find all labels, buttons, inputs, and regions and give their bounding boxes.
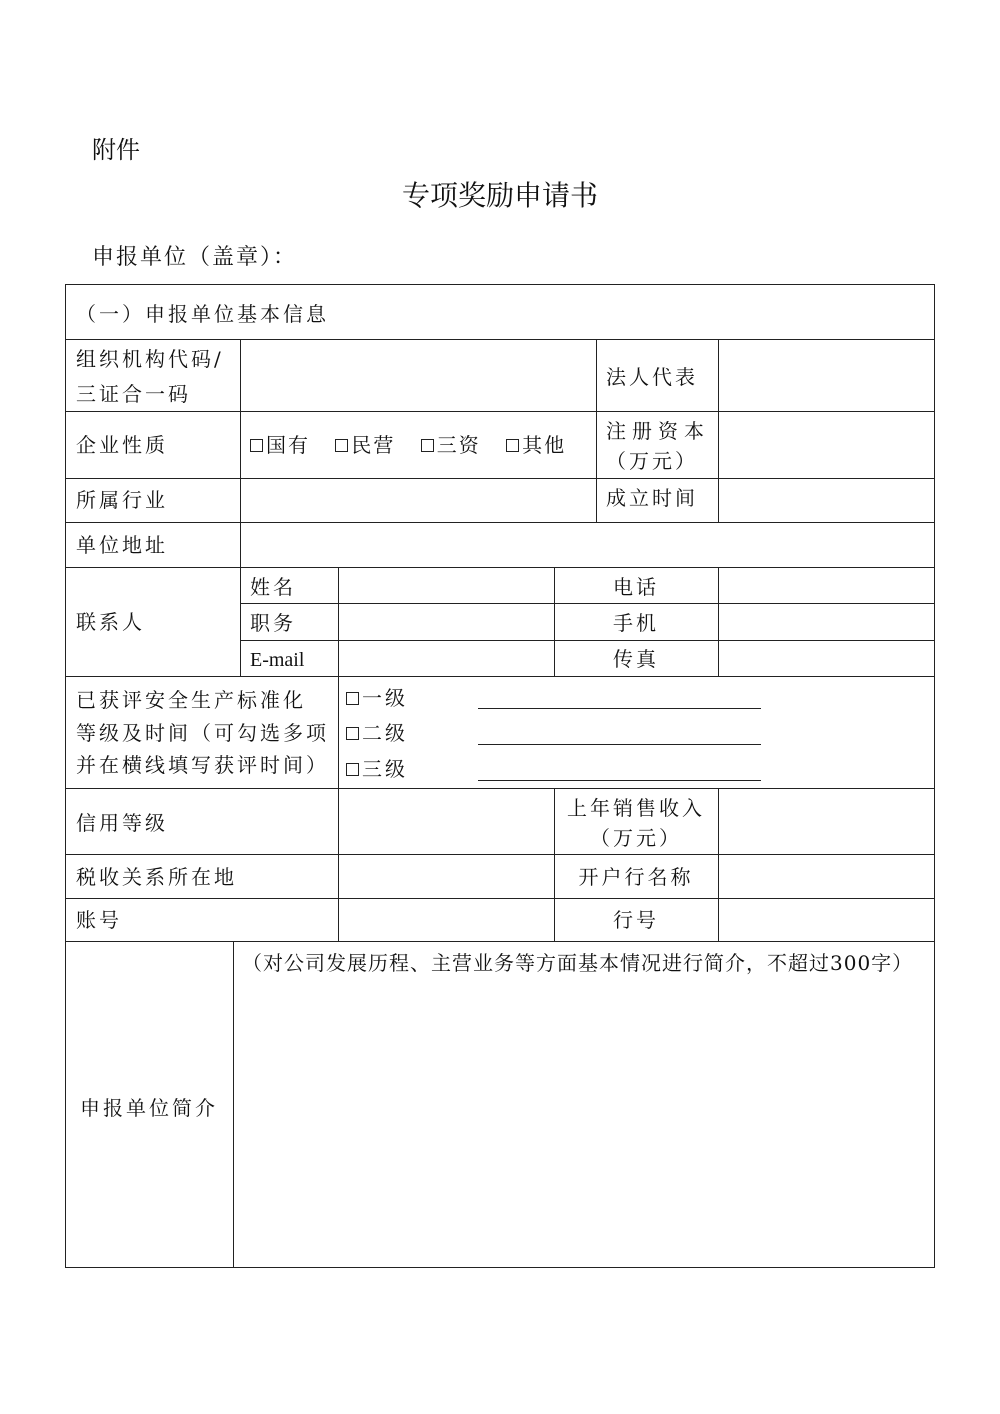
section-title: （一）申报单位基本信息: [76, 302, 329, 326]
intro-hint[interactable]: （对公司发展历程、主营业务等方面基本情况进行简介，不超过300字）: [242, 951, 914, 975]
safety-level-2[interactable]: 二级: [346, 717, 408, 749]
legal-rep-label: 法人代表: [606, 365, 698, 389]
address-label: 单位地址: [76, 533, 168, 557]
applicant-unit-label: 申报单位（盖章）：: [92, 245, 298, 270]
intro-label: 申报单位简介: [80, 1096, 218, 1120]
nature-option-other[interactable]: 其他: [506, 433, 566, 457]
contact-title-label: 职务: [250, 611, 296, 635]
checkbox-icon[interactable]: [506, 439, 519, 452]
checkbox-icon[interactable]: [346, 692, 359, 705]
reg-capital-label-line2: （万元）: [606, 449, 698, 473]
nature-options: [250, 429, 582, 461]
safety-label-line1: 已获评安全生产标准化: [76, 688, 306, 712]
org-code-label-line1: 组织机构代码/: [76, 347, 224, 371]
reg-capital-label-line1: 注册资本: [606, 419, 710, 443]
checkbox-icon[interactable]: [335, 439, 348, 452]
founded-label: 成立时间: [606, 486, 698, 510]
attachment-label: 附件: [92, 136, 140, 164]
org-code-label-line2: 三证合一码: [76, 382, 191, 406]
safety-level-2-date-line[interactable]: [478, 744, 761, 745]
contact-phone-label: 电话: [613, 575, 659, 599]
contact-fax-label: 传真: [613, 647, 659, 671]
nature-option-foreign[interactable]: 三资: [421, 433, 481, 457]
contact-mobile-label: 手机: [613, 611, 659, 635]
checkbox-icon[interactable]: [250, 439, 263, 452]
safety-label-line2: 等级及时间（可勾选多项: [76, 721, 329, 745]
account-label: 账号: [76, 908, 122, 932]
industry-label: 所属行业: [76, 488, 168, 512]
safety-label-line3: 并在横线填写获评时间）: [76, 753, 329, 777]
document-title: 专项奖励申请书: [401, 179, 598, 212]
nature-option-private[interactable]: 民营: [335, 433, 395, 457]
safety-level-1-date-line[interactable]: [478, 708, 761, 709]
bank-name-label: 开户行名称: [578, 865, 694, 889]
nature-option-state[interactable]: 国有: [250, 433, 310, 457]
nature-label: 企业性质: [76, 433, 168, 457]
credit-label: 信用等级: [76, 811, 168, 835]
safety-level-3[interactable]: 三级: [346, 753, 408, 785]
checkbox-icon[interactable]: [346, 727, 359, 740]
safety-level-3-date-line[interactable]: [478, 780, 761, 781]
checkbox-icon[interactable]: [421, 439, 434, 452]
contact-name-label: 姓名: [250, 575, 296, 599]
contact-email-label: E-mail: [250, 649, 305, 671]
contact-label: 联系人: [76, 610, 145, 634]
bank-code-label: 行号: [613, 908, 659, 932]
sales-label-line1: 上年销售收入: [567, 796, 705, 820]
checkbox-icon[interactable]: [346, 763, 359, 776]
sales-label-line2: （万元）: [590, 826, 682, 850]
tax-location-label: 税收关系所在地: [76, 865, 237, 889]
application-form: [65, 284, 935, 1268]
safety-level-1[interactable]: 一级: [346, 682, 408, 714]
